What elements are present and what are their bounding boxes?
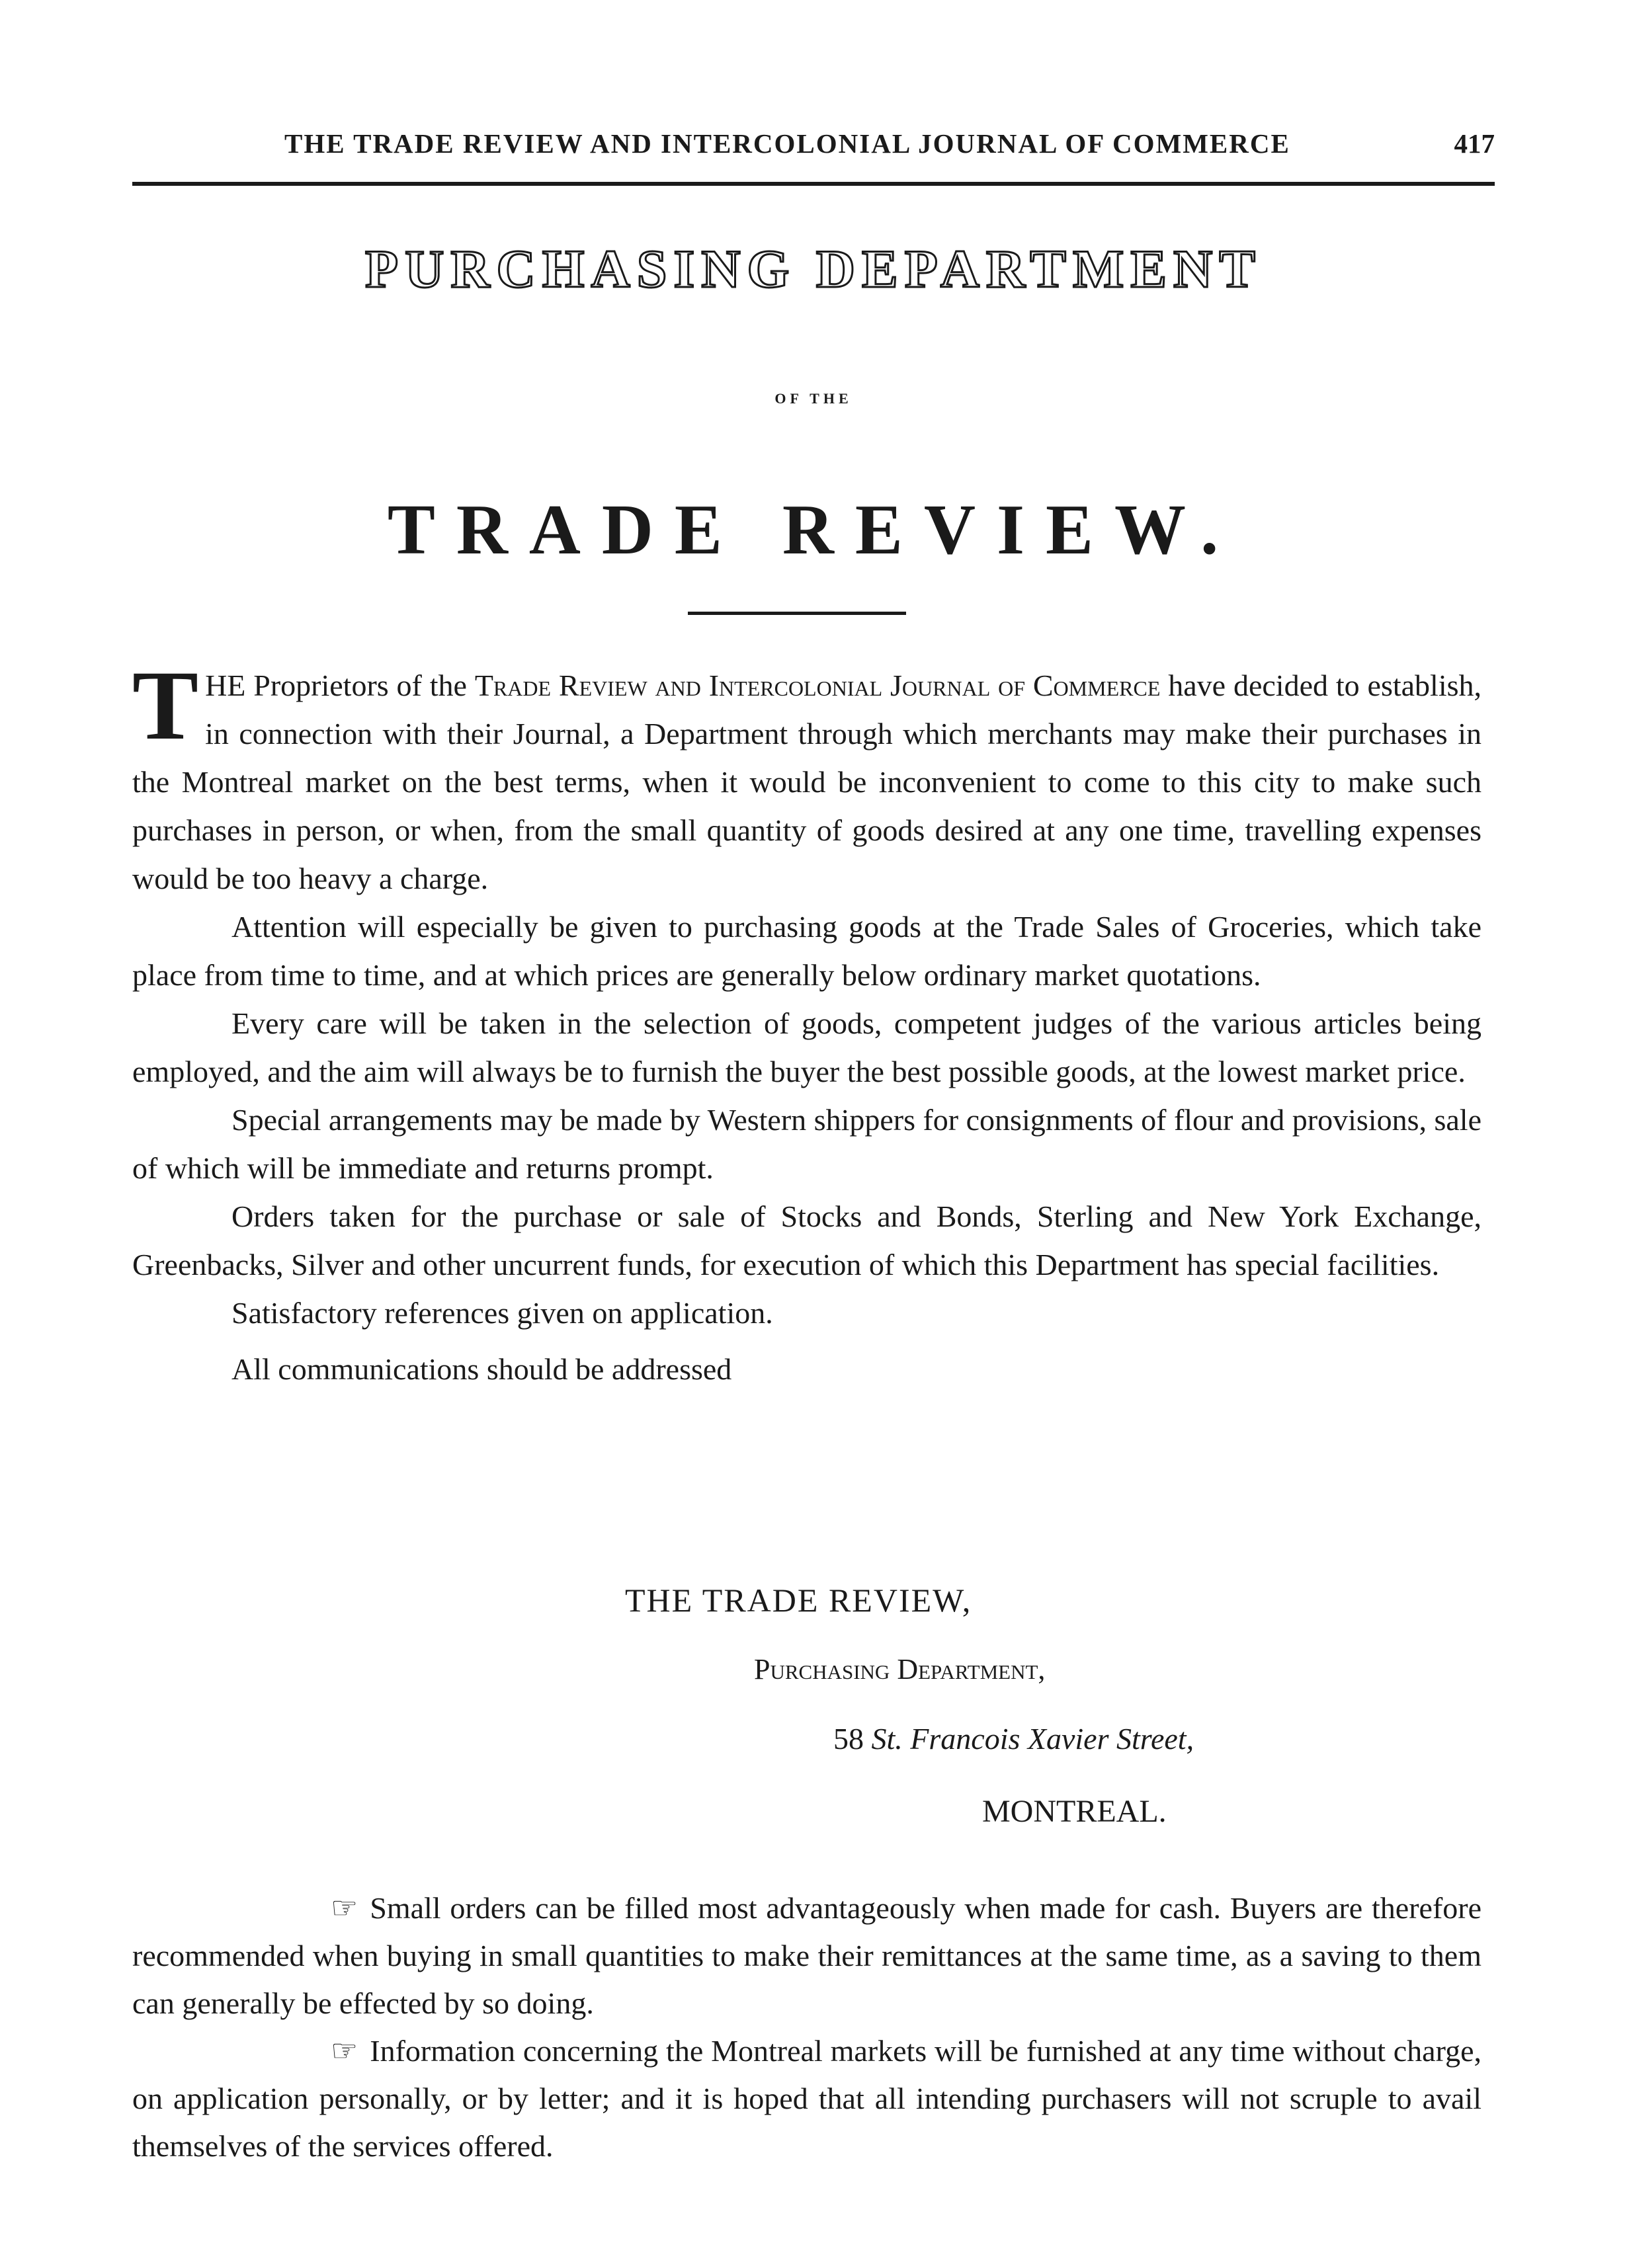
intro-cap-rest: HE <box>205 668 246 702</box>
small-orders-note <box>132 1884 1481 2027</box>
intro-journal-name: Trade Review and Intercolonial Journal of Commerce <box>474 668 1161 702</box>
information-text: Information concerning the Montreal markets will be furnished at any time without charge, on application personally, or by letter; and it is hoped that all intending purchasers will not scruple to avail themselves of the services offered. <box>132 2034 1481 2163</box>
pointing-hand-icon: ☞ <box>331 2034 358 2068</box>
of-the-heading: OF THE <box>774 390 853 407</box>
page-number: 417 <box>1454 128 1495 159</box>
attention-paragraph: Attention will especially be given to purchasing goods at the Trade Sales of Groceries, which take place from time to time, and at which prices are generally below ordinary market quotations. <box>132 910 1481 992</box>
drop-cap: T <box>132 651 199 760</box>
body-text <box>132 651 1481 1393</box>
review-heading: TRADE REVIEW. <box>387 491 1240 569</box>
title-rule <box>688 612 906 615</box>
intro-text-b: have decided to establish, in connection with their Journal, a Department through which merchants may make their purchases in the Montreal market on the best terms, when it would be inconvenient to come to this city to make such purchases in person, or when, from the small quantity of goods desired at any one time, travelling expenses would be too heavy a charge. <box>132 668 1481 895</box>
orders-paragraph: Orders taken for the purchase or sale of Stocks and Bonds, Sterling and New York Exchange, Greenbacks, Silver and other uncurrent funds, for execution of which this Department has special facilities. <box>132 1199 1481 1281</box>
street-number: 58 <box>833 1722 872 1756</box>
journal-title: THE TRADE REVIEW AND INTERCOLONIAL JOURNAL OF COMMERCE <box>284 128 1290 159</box>
address-line-2: Purchasing Department, <box>754 1653 1046 1685</box>
department-heading: PURCHASING DEPARTMENT <box>365 239 1262 299</box>
information-note <box>132 2027 1481 2170</box>
communications-paragraph: All communications should be addressed <box>231 1352 732 1386</box>
small-orders-text: Small orders can be filled most advantageously when made for cash. Buyers are therefore recommended when buying in small quantities to make their remittances at the same time, as a saving to them can generally be effected by so doing. <box>132 1891 1481 2020</box>
references-paragraph: Satisfactory references given on application. <box>231 1296 773 1330</box>
care-paragraph: Every care will be taken in the selection of goods, competent judges of the various articles being employed, and the aim will always be to furnish the buyer the best possible goods, at the lowest market price. <box>132 1006 1481 1088</box>
running-head <box>132 122 1495 186</box>
notes-section <box>132 1884 1481 2170</box>
intro-paragraph <box>132 651 1481 903</box>
address-line-1: THE TRADE REVIEW, <box>625 1582 972 1619</box>
special-paragraph: Special arrangements may be made by Western shippers for consignments of flour and provisions, sale of which will be immediate and returns prompt. <box>132 1103 1481 1185</box>
address-line-4: MONTREAL. <box>982 1794 1167 1829</box>
address-line-3 <box>833 1719 1194 1759</box>
pointing-hand-icon: ☞ <box>331 1891 358 1925</box>
intro-text-a: Proprietors of the <box>253 668 475 702</box>
street-name: St. Francois Xavier Street, <box>871 1722 1194 1756</box>
